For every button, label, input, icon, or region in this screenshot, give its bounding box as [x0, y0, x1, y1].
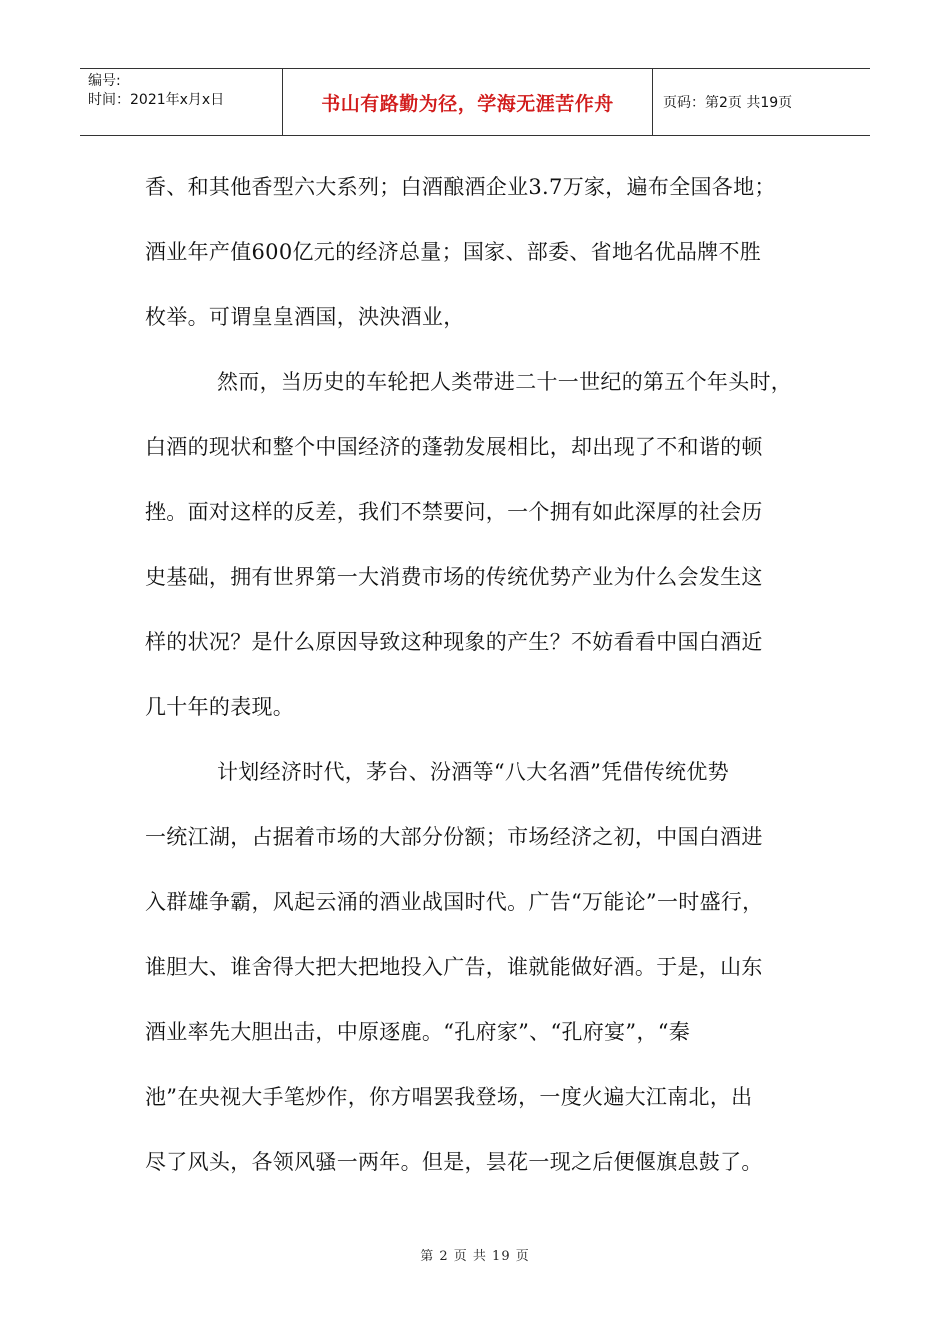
page-header	[80, 68, 870, 136]
body-line: 入群雄争霸，风起云涌的酒业战国时代。广告“万能论”一时盛行，	[145, 890, 764, 914]
body-line: 样的状况？是什么原因导致这种现象的产生？不妨看看中国白酒近	[145, 630, 763, 654]
paragraph-start-line: 计划经济时代，茅台、汾酒等“八大名酒”凭借传统优势	[217, 760, 729, 784]
body-line: 白酒的现状和整个中国经济的蓬勃发展相比，却出现了不和谐的顿	[145, 435, 763, 459]
body-line: 几十年的表现。	[145, 695, 295, 719]
document-body	[145, 155, 815, 1195]
header-motto: 书山有路勤为径，学海无涯苦作舟	[283, 69, 653, 135]
page-footer: 第 2 页 共 19 页	[420, 1249, 530, 1264]
paragraph-start-line: 然而，当历史的车轮把人类带进二十一世纪的第五个年头时，	[217, 370, 793, 394]
body-line: 尽了风头，各领风骚一两年。但是，昙花一现之后便偃旗息鼓了。	[145, 1150, 763, 1174]
body-line: 谁胆大、谁舍得大把大把地投入广告，谁就能做好酒。于是，山东	[145, 955, 763, 979]
body-line: 枚举。可谓皇皇酒国，泱泱酒业，	[145, 305, 465, 329]
header-page-label: 页码：第2页 共19页	[663, 95, 793, 111]
body-line: 酒业率先大胆出击，中原逐鹿。“孔府家”、“孔府宴”，“秦	[145, 1020, 691, 1044]
time-label: 时间：2021年x月x日	[88, 92, 225, 108]
body-line: 史基础，拥有世界第一大消费市场的传统优势产业为什么会发生这	[145, 565, 763, 589]
body-line: 酒业年产值600亿元的经济总量；国家、部委、省地名优品牌不胜	[145, 240, 762, 264]
body-line: 香、和其他香型六大系列；白酒酿酒企业3.7万家，遍布全国各地；	[145, 175, 776, 199]
body-line: 池”在央视大手笔炒作，你方唱罢我登场，一度火遍大江南北，出	[145, 1085, 753, 1109]
serial-label: 编号:	[88, 73, 121, 89]
body-line: 挫。面对这样的反差，我们不禁要问，一个拥有如此深厚的社会历	[145, 500, 763, 524]
header-meta	[80, 69, 283, 135]
body-line: 一统江湖，占据着市场的大部分份额；市场经济之初，中国白酒进	[145, 825, 763, 849]
